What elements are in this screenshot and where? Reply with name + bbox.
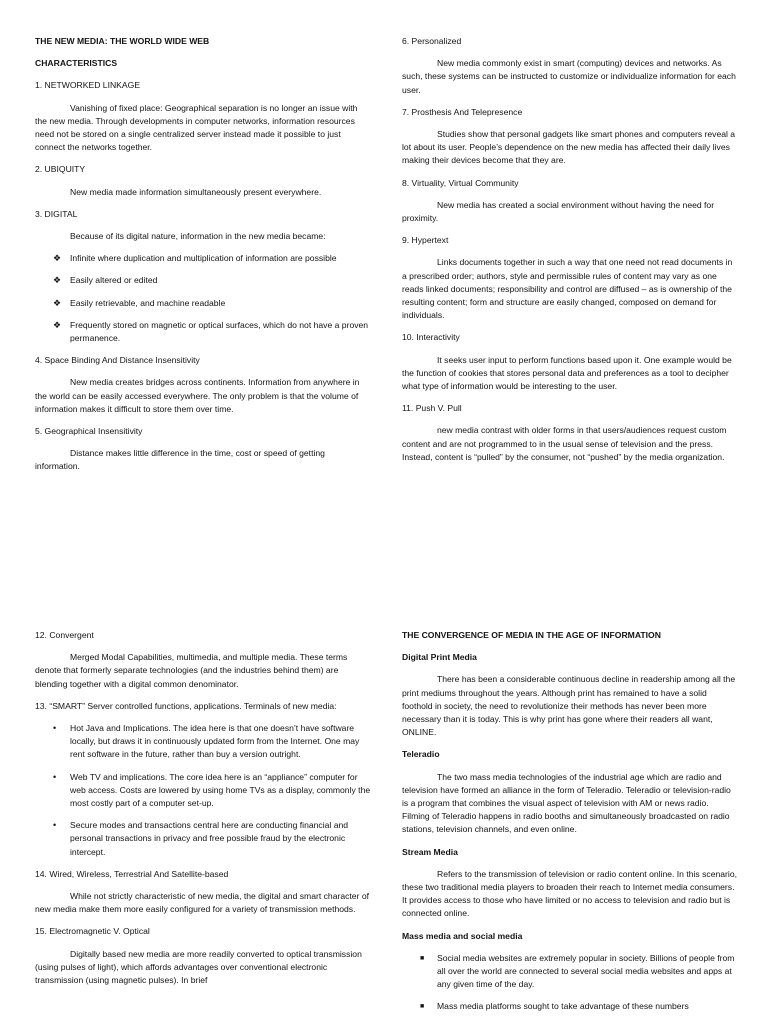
list-item (35, 297, 371, 310)
section-heading-space-binding: 4. Space Binding And Distance Insensitivity (35, 355, 200, 366)
section-heading-wired-wireless: 14. Wired, Wireless, Terrestrial And Satellite-based (35, 868, 229, 879)
list-item (35, 319, 371, 345)
section-body-prosthesis: Studies show that personal gadgets like smart phones and computers reveal a lot about its user. People’s dependence on the new media has affected their daily lives making their devices become that they are. (402, 129, 736, 166)
list-item-text: Web TV and implications. The core idea here is an “appliance” computer for web access. Costs are lowered by using home TVs as a display, commonly the most costly part of a computer set-up. (70, 771, 371, 809)
section-heading-push-pull: 11. Push V. Pull (402, 403, 462, 414)
section-body-space-binding: New media creates bridges across continents. Information from anywhere in the world can be easily accessed everywhere. The only problem is that the volume of information makes it difficult to store them over time. (35, 377, 360, 414)
dot-bullet-icon: • (53, 771, 57, 782)
list-item (35, 819, 371, 859)
digital-bullet-list (35, 252, 371, 345)
list-item (402, 1000, 738, 1013)
section-body-ubiquity: New media made information simultaneously present everywhere. (70, 186, 322, 197)
section-heading-digital-print: Digital Print Media (402, 652, 477, 663)
bottom-right-column (402, 629, 738, 1023)
list-item (402, 952, 738, 992)
square-bullet-icon: ■ (420, 1003, 425, 1011)
section-body-geographical-insensitivity: Distance makes little difference in the time, cost or speed of getting information. (35, 448, 325, 472)
diamond-bullet-icon: ❖ (53, 275, 62, 286)
characteristics-heading: CHARACTERISTICS (35, 58, 118, 69)
section-heading-electromagnetic: 15. Electromagnetic V. Optical (35, 926, 150, 937)
square-bullet-icon: ■ (420, 954, 425, 962)
list-item-text: Easily altered or edited (70, 275, 158, 286)
section-body-teleradio: The two mass media technologies of the industrial age which are radio and television have formed an alliance in the form of Teleradio. Teleradio or television-radio is a program that combines the visual aspect of television with AM or news radio. Filming of Teleradio happens in radio booths and simultaneously broadcasted on radio stations, television channels, and even online. (402, 771, 731, 835)
list-item (35, 722, 371, 762)
dot-bullet-icon: • (53, 723, 57, 734)
document-title: THE NEW MEDIA: THE WORLD WIDE WEB (35, 36, 210, 46)
section-heading-hypertext: 9. Hypertext (402, 235, 449, 246)
section-heading-networked-linkage: 1. NETWORKED LINKAGE (35, 80, 141, 91)
section-body-hypertext: Links documents together in such a way that one need not read documents in a prescribed order; authors, style and permissible rules of content may vary as one reads linked documents; responsibility and control are diffused – as is ownership of the resulting content; form and structure are easily changed, composed on demand for individuals. (402, 257, 733, 321)
diamond-bullet-icon: ❖ (53, 297, 62, 308)
section-heading-teleradio: Teleradio (402, 749, 440, 760)
section-body-wired-wireless: While not strictly characteristic of new media, the digital and smart character of new media make them more easily configured for a variety of transmission methods. (35, 891, 369, 915)
mass-social-bullet-list (402, 952, 738, 1014)
convergence-title: THE CONVERGENCE OF MEDIA IN THE AGE OF INFORMATION (402, 630, 661, 640)
list-item (35, 274, 371, 287)
top-left-column (35, 35, 371, 483)
section-body-virtuality: New media has created a social environment without having the need for proximity. (402, 199, 715, 224)
list-item-text: Frequently stored on magnetic or optical surfaces, which do not have a proven permanence. (70, 319, 369, 344)
section-body-digital: Because of its digital nature, information in the new media became: (70, 231, 326, 242)
dot-bullet-icon: • (53, 820, 57, 831)
diamond-bullet-icon: ❖ (53, 319, 62, 330)
section-heading-digital: 3. DIGITAL (35, 208, 78, 219)
section-body-personalized: New media commonly exist in smart (computing) devices and networks. As such, these systems can be instructed to customize or individualize information for each user. (402, 58, 736, 95)
bottom-left-column (35, 629, 371, 996)
section-body-digital-print: There has been a considerable continuous decline in readership among all the print mediums throughout the years. Although print has remained to have a solid foothold in society, the need to revolutionize their methods has never been more necessary than it is today. This is why print has gone where their readers all want, ONLINE. (402, 674, 736, 738)
section-body-convergent: Merged Modal Capabilities, multimedia, and multiple media. These terms denote that formerly separate technologies (and the industries behind them) are blending together with a digital common denominator. (35, 652, 348, 689)
section-heading-smart: 13. “SMART” Server controlled functions, applications. Terminals of new media: (35, 700, 337, 711)
list-item (35, 252, 371, 265)
list-item-text: Mass media platforms sought to take advantage of these numbers (437, 1001, 689, 1012)
list-item-text: Easily retrievable, and machine readable (70, 297, 226, 308)
list-item (35, 771, 371, 811)
section-body-interactivity: It seeks user input to perform functions based upon it. One example would be the function of cookies that stores personal data and preferences as a tool to decipher what type of information would be interesting to the user. (402, 354, 732, 392)
section-heading-geographical-insensitivity: 5. Geographical Insensitivity (35, 426, 143, 437)
section-heading-mass-social: Mass media and social media (402, 930, 523, 941)
smart-bullet-list (35, 722, 371, 859)
section-body-electromagnetic: Digitally based new media are more readily converted to optical transmission (using pulses of light), which affords advantages over conventional electronic transmission (using magnetic pulses). In brief (35, 948, 362, 986)
section-body-networked-linkage: Vanishing of fixed place: Geographical separation is no longer an issue with the new media. Through developments in computer networks, information resources need not be stored on a single centralized server instead made it possible to just connect the networks together. (35, 102, 358, 153)
section-heading-personalized: 6. Personalized (402, 36, 462, 46)
section-body-stream-media: Refers to the transmission of television or radio content online. In this scenario, these two traditional media players to broaden their reach to Internet media consumers. It provides access to those who have limited or no access to television and radio but is connected online. (402, 868, 737, 919)
top-right-column (402, 35, 738, 473)
section-heading-convergent: 12. Convergent (35, 630, 94, 640)
section-body-push-pull: new media contrast with older forms in that users/audiences request custom content and are not programmed to in the usual sense of television and the press. Instead, content is “pulled” by the consumer, not “pushed” by the media organization. (402, 425, 727, 462)
section-heading-interactivity: 10. Interactivity (402, 332, 460, 343)
section-heading-stream-media: Stream Media (402, 846, 458, 857)
list-item-text: Hot Java and Implications. The idea here is that one doesn’t have software locally, but draws it in continuously updated form from the Internet. One may rent software in the future, rather than buy a version outright. (70, 723, 360, 760)
list-item-text: Secure modes and transactions central here are conducting financial and personal transactions in privacy and free possible fraud by the electronic intercept. (70, 820, 349, 857)
section-heading-ubiquity: 2. UBIQUITY (35, 164, 86, 175)
list-item-text: Infinite where duplication and multiplication of information are possible (70, 253, 337, 264)
section-heading-prosthesis: 7. Prosthesis And Telepresence (402, 106, 523, 117)
list-item-text: Social media websites are extremely popular in society. Billions of people from all over the world are connected to several social media websites and apps at any given time of the day. (437, 952, 735, 990)
section-heading-virtuality: 8. Virtuality, Virtual Community (402, 177, 519, 188)
diamond-bullet-icon: ❖ (53, 253, 62, 264)
